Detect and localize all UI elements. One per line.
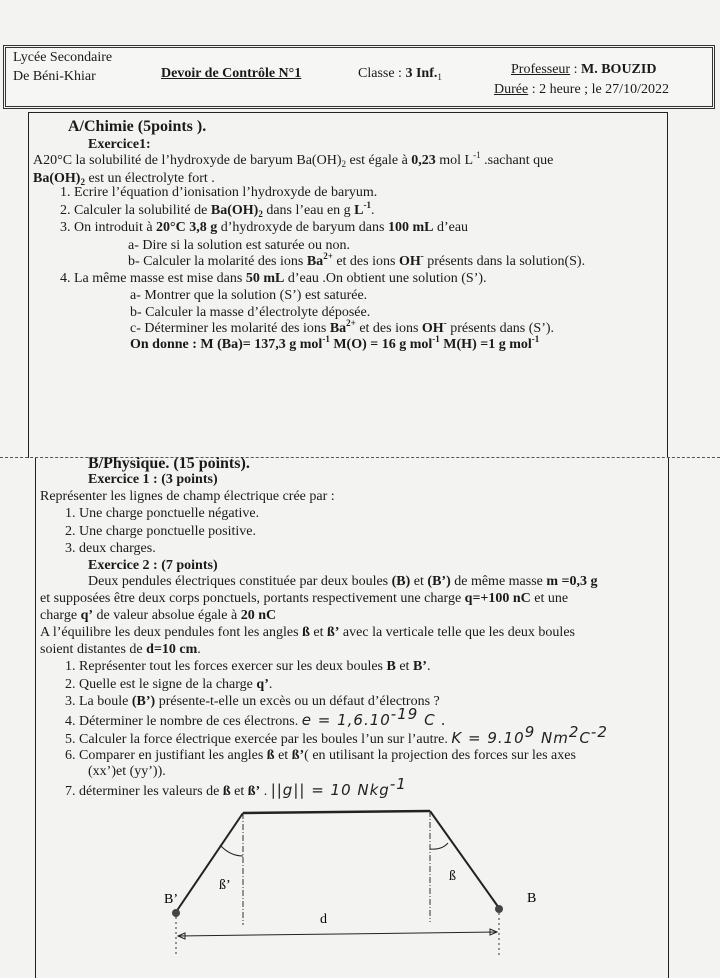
distance-label: d [320, 912, 327, 927]
text-segment: q’ [256, 677, 269, 692]
text-segment: Ba [306, 254, 324, 269]
text-segment: soient distantes de [40, 642, 147, 657]
angle-label-beta: ß [449, 869, 456, 884]
string-b-prime [176, 813, 243, 912]
text-segment: présente-t-elle un excès ou un défaut d’électrons ? [155, 694, 440, 709]
text-segment: . [426, 659, 431, 674]
text-segment: Exercice 2 : (7 points) [88, 558, 218, 573]
text-segment: .sachant que [480, 153, 554, 168]
text-segment: Exercice 1 : (3 points) [88, 472, 218, 487]
text-segment: -1 [322, 334, 330, 344]
text-segment: Représenter les lignes de champ électrique crée par : [40, 489, 335, 504]
text-segment: 2+ [346, 318, 356, 328]
text-segment: et [274, 748, 292, 763]
ball-b [495, 905, 503, 913]
text-segment: 2 [80, 177, 85, 187]
handwritten-note: K = 9.10 [451, 729, 525, 747]
duration-label: Durée [494, 82, 529, 97]
angle-arc-b [430, 843, 448, 849]
text-segment: de même masse [450, 574, 547, 589]
text-segment: ß’ [247, 784, 261, 799]
text-segment: -1 [432, 334, 440, 344]
text-segment: d’eau [433, 220, 469, 235]
text-segment: A/Chimie (5points ). [68, 118, 207, 135]
text-segment: 2. Quelle est le signe de la charge [65, 677, 257, 692]
text-segment: OH [398, 254, 421, 269]
handwritten-note: -1 [389, 775, 407, 793]
text-segment: b- Calculer la molarité des ions [128, 254, 307, 269]
text-segment: ß’ [326, 625, 340, 640]
text-segment: présents dans la solution(S). [423, 254, 586, 269]
text-segment: 3. La boule [65, 694, 132, 709]
text-segment: B/Physique. (15 points). [88, 455, 250, 472]
string-b [430, 811, 499, 908]
text-segment: A l’équilibre les deux pendules font les angles [40, 625, 303, 640]
text-segment: mol L [435, 153, 474, 168]
teacher-label: Professeur [511, 62, 571, 77]
text-segment: 1. Représenter tout les forces exercer sur les deux boules [65, 659, 387, 674]
text-segment: Ba(OH) [33, 171, 81, 186]
text-segment: charge [40, 608, 81, 623]
text-segment: 0,23 [411, 153, 436, 168]
text-segment: q=+100 nC [464, 591, 531, 606]
label-b-prime: B’ [164, 892, 178, 907]
text-segment: 7. déterminer les valeurs de [65, 784, 223, 799]
text-segment: 4. Déterminer le nombre de ces électrons. [65, 714, 302, 729]
text-segment: et [410, 574, 428, 589]
exam-title: Devoir de Contrôle N°1 [161, 66, 302, 81]
text-segment: d’eau .On obtient une solution (S’). [284, 271, 487, 286]
handwritten-note: ||g|| = 10 Nkg [270, 781, 390, 799]
duration-value: : 2 heure ; le 27/10/2022 [528, 82, 669, 97]
text-segment: 100 mL [387, 220, 434, 235]
text-segment: 3. deux charges. [65, 541, 156, 556]
class-subscript: 1 [437, 72, 442, 82]
text-segment: . [371, 203, 375, 218]
angle-arc-b-prime [220, 845, 243, 856]
text-segment: . [197, 642, 201, 657]
text-segment: L [354, 203, 364, 218]
text-segment: Deux pendules électriques constituée par deux boules [88, 574, 392, 589]
text-segment: ß [222, 784, 231, 799]
handwritten-note: C [579, 729, 591, 747]
text-segment: 2 [258, 209, 263, 219]
text-segment: ß’ [291, 748, 305, 763]
text-segment: et [230, 784, 248, 799]
text-segment: B [386, 659, 396, 674]
text-segment: 2 [341, 159, 346, 169]
text-segment: m =0,3 g [546, 574, 598, 589]
text-segment: et une [530, 591, 569, 606]
text-segment: (xx’)et (yy’)). [88, 764, 166, 779]
text-segment: Ba(OH) [210, 203, 259, 218]
text-segment: et supposées être deux corps ponctuels, portants respectivement une charge [40, 591, 465, 606]
handwritten-note: -19 [390, 705, 419, 723]
text-segment: M(O) = 16 g mol [329, 337, 433, 352]
ball-b-prime [172, 909, 180, 917]
label-b: B [527, 891, 537, 906]
class-label: Classe : [358, 66, 406, 81]
text-segment: -1 [473, 150, 481, 160]
angle-label-beta-prime: ß’ [219, 878, 231, 893]
handwritten-note: -2 [590, 723, 608, 741]
handwritten-note: C . [418, 711, 448, 729]
text-segment: 4. La même masse est mise dans [60, 271, 246, 286]
text-segment: 6. Comparer en justifiant les angles [65, 748, 267, 763]
text-segment: d=10 cm [146, 642, 198, 657]
text-segment: est un électrolyte fort . [84, 171, 215, 186]
text-segment: 2. Calculer la solubilité de [60, 203, 211, 218]
text-segment: ß [266, 748, 275, 763]
school-name: Lycée Secondaire [13, 50, 113, 65]
text-segment: est égale à [345, 153, 412, 168]
text-segment: . [260, 784, 271, 799]
text-segment: a- Dire si la solution est saturée ou non. [128, 238, 351, 253]
text-segment: d’hydroxyde de baryum dans [217, 220, 388, 235]
text-segment: b- Calculer la masse d’électrolyte déposée. [130, 305, 371, 320]
text-segment: -1 [363, 200, 372, 210]
school-location: De Béni-Khiar [13, 69, 96, 84]
text-segment: 1. Une charge ponctuelle négative. [65, 506, 260, 521]
text-segment: et [395, 659, 413, 674]
text-segment: avec la verticale telle que les deux boules [339, 625, 575, 640]
distance-arrow [178, 932, 497, 936]
text-segment: - [443, 318, 447, 328]
text-segment: 2. Une charge ponctuelle positive. [65, 524, 257, 539]
text-segment: 5. Calculer la force électrique exercée par les boules l’un sur l’autre. [65, 732, 452, 747]
handwritten-note: 9 [524, 723, 536, 741]
text-segment: Ba [329, 321, 347, 336]
text-segment: a- Montrer que la solution (S’) est saturée. [130, 288, 368, 303]
text-segment: M(H) =1 g mol [439, 337, 532, 352]
text-segment: B’ [412, 659, 427, 674]
text-segment: Exercice1: [88, 137, 151, 152]
teacher-separator: : [570, 62, 581, 77]
text-segment: c- Déterminer les molarité des ions [130, 321, 330, 336]
text-segment: 3. On introduit à [60, 220, 157, 235]
handwritten-note: Nm [535, 729, 569, 747]
text-segment: de valeur absolue égale à [93, 608, 241, 623]
text-segment: 20°C 3,8 g [156, 220, 218, 235]
text-segment: q’ [80, 608, 94, 623]
text-segment: On donne : M (Ba)= 137,3 g mol [130, 337, 323, 352]
text-segment: (B) [391, 574, 411, 589]
text-segment: - [420, 251, 424, 261]
text-segment: 50 mL [245, 271, 285, 286]
text-segment: et des ions [332, 254, 399, 269]
text-segment: (B’) [427, 574, 451, 589]
text-segment: . [268, 677, 273, 692]
text-segment: et [309, 625, 327, 640]
text-segment: -1 [531, 334, 540, 344]
text-segment: 1. Ecrire l’équation d’ionisation l’hydroxyde de baryum. [60, 185, 378, 200]
handwritten-note: 2 [568, 723, 580, 741]
text-segment: ( en utilisant la projection des forces sur les axes [304, 748, 576, 763]
text-segment: ß [302, 625, 310, 640]
text-segment: A20°C la solubilité de l’hydroxyde de baryum Ba(OH) [33, 153, 342, 168]
text-segment: et des ions [355, 321, 422, 336]
support-bar [243, 811, 430, 813]
text-segment: 20 nC [240, 608, 277, 623]
teacher-name: M. BOUZID [581, 62, 657, 77]
class-value: 3 Inf. [405, 66, 438, 81]
text-segment: dans l’eau en g [262, 203, 355, 218]
text-segment: (B’) [131, 694, 156, 709]
text-segment: OH [421, 321, 444, 336]
handwritten-note: e = 1,6.10 [301, 711, 391, 729]
text-segment: présents dans (S’). [446, 321, 555, 336]
text-segment: 2+ [323, 251, 333, 261]
